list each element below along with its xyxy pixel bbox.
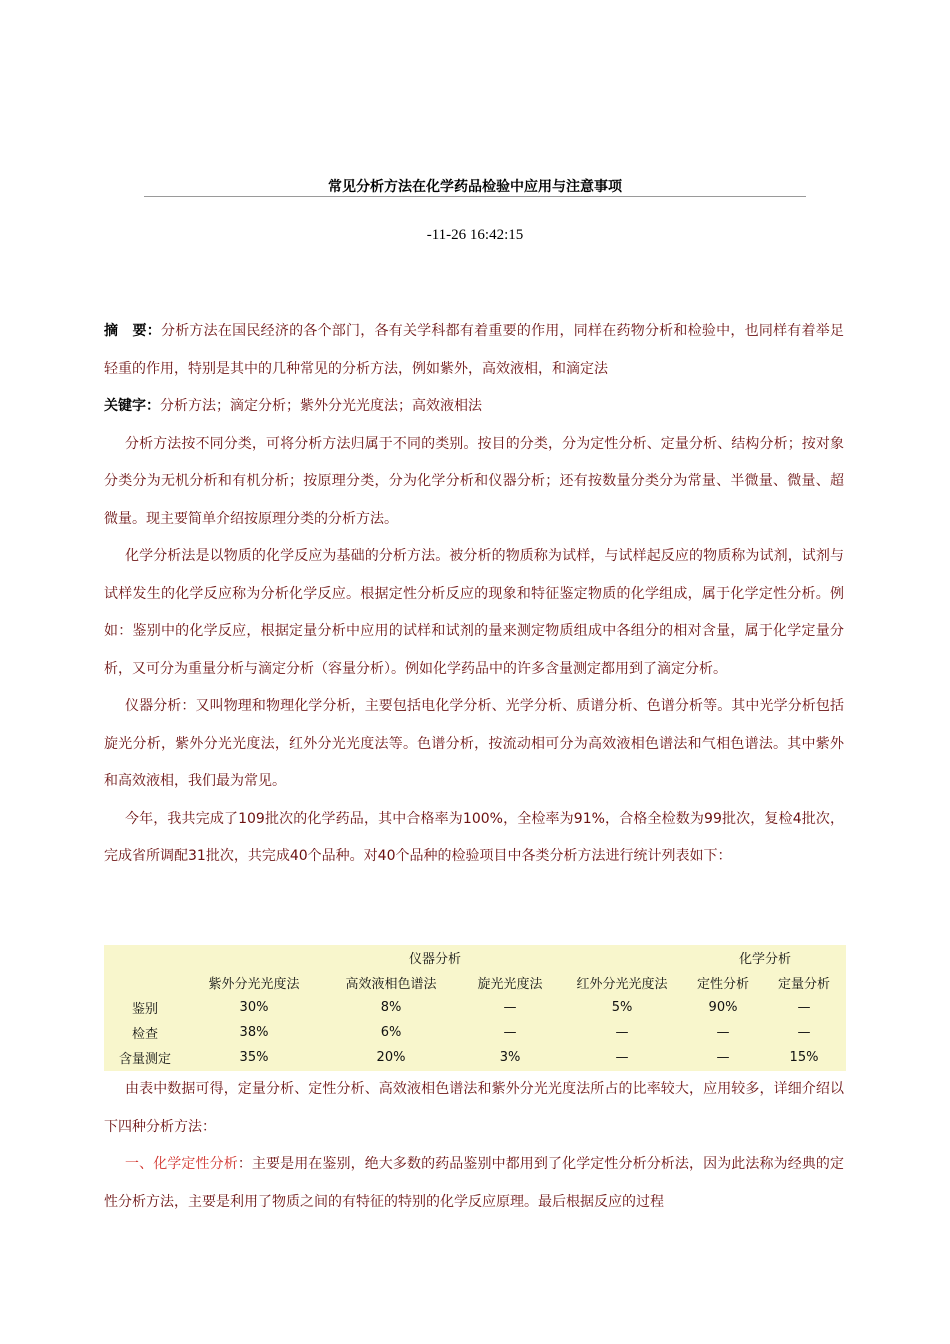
group-chemical: 化学分析	[738, 952, 791, 967]
column-header: 高效液相色谱法	[345, 977, 437, 992]
keywords-label: 关键字：	[104, 398, 160, 414]
table-column-header	[104, 970, 846, 995]
text-run: 今年，我共完成了	[125, 810, 239, 827]
text-run: ，合格全检数为	[604, 810, 705, 827]
table-cell: 35%	[239, 1050, 269, 1065]
article-body-continued	[104, 1071, 844, 1221]
paragraph-chemical-analysis: 化学分析法是以物质的化学反应为基础的分析方法。被分析的物质称为试样，与试样起反应的物质称为试剂，试剂与试样发生的化学反应称为分析化学反应。根据定性分析反应的现象和特征鉴定物质的化学组成，属于化学定性分析。例如：鉴别中的化学反应，根据定量分析中应用的试样和试剂的量来测定物质组成中各组分的相对含量，属于化学定量分析，又可分为重量分析与滴定分析（容量分析）。例如化学药品中的许多含量测定都用到了滴定分析。	[104, 548, 844, 677]
row-label: 含量测定	[118, 1052, 171, 1067]
section-text: ：主要是用在鉴别，绝大多数的药品鉴别中都用到了化学定性分析分析法，因为此法称为经典的定性分析方法，主要是利用了物质之间的有特征的特别的化学反应原理。最后根据反应的过程	[104, 1156, 845, 1210]
document-title: 常见分析方法在化学药品检验中应用与注意事项	[328, 179, 622, 195]
text-run: 批次，共完成	[205, 848, 290, 864]
table-cell: —	[797, 1000, 811, 1015]
abstract	[104, 313, 844, 388]
retest-count: 4	[792, 810, 802, 827]
table-cell: 6%	[380, 1025, 402, 1040]
group-instrumental: 仪器分析	[408, 952, 461, 967]
text-run: ，全检率为	[502, 810, 574, 827]
abstract-label: 摘 要：	[104, 323, 161, 339]
table-cell: 30%	[239, 1000, 269, 1015]
text-run: 个品种的检验项目中各类分析方法进行统计列表如下：	[395, 848, 732, 864]
title-divider	[144, 196, 806, 197]
table-corner	[104, 945, 186, 970]
column-header: 紫外分光光度法	[208, 977, 300, 992]
keywords-text: 分析方法；滴定分析；紫外分光光度法；高效液相法	[160, 398, 482, 414]
table-cell: —	[716, 1025, 730, 1040]
table-cell: 38%	[239, 1025, 269, 1040]
variety-count-2: 40	[377, 848, 396, 864]
paragraph-statistics	[104, 801, 844, 876]
table-row	[104, 1020, 846, 1045]
table-cell: —	[797, 1025, 811, 1040]
publish-date: -11-26 16:42:15	[426, 227, 524, 243]
text-run: 批次，复检	[721, 810, 793, 827]
table-cell: —	[503, 1025, 517, 1040]
table-cell: —	[716, 1050, 730, 1065]
table-cell: 8%	[380, 1000, 402, 1015]
table-row	[104, 1045, 846, 1070]
batch-count: 109	[238, 810, 265, 827]
table-group-header	[104, 945, 846, 970]
table-corner	[104, 970, 186, 995]
table-cell: —	[615, 1050, 629, 1065]
paragraph-qualitative	[104, 1146, 844, 1221]
text-run: 批次的化学药品，其中合格率为	[264, 810, 463, 827]
table-cell: 20%	[376, 1050, 406, 1065]
statistics-table	[104, 945, 846, 1071]
text-run: 个品种。对	[307, 848, 378, 864]
keywords	[104, 388, 844, 426]
paragraph-classification: 分析方法按不同分类，可将分析方法归属于不同的类别。按目的分类，分为定性分析、定量分析、结构分析；按对象分类分为无机分析和有机分析；按原理分类，分为化学分析和仪器分析；还有按数量分类分为常量、半微量、微量、超微量。现主要简单介绍按原理分类的分析方法。	[104, 435, 844, 527]
abstract-text: 分析方法在国民经济的各个部门，各有关学科都有着重要的作用，同样在药物分析和检验中，也同样有着举足轻重的作用，特别是其中的几种常见的分析方法，例如紫外，高效液相，和滴定法	[104, 323, 845, 377]
full-test-count: 99	[704, 810, 722, 827]
table-cell: 3%	[499, 1050, 521, 1065]
column-header: 红外分光光度法	[576, 977, 668, 992]
column-header: 定性分析	[696, 977, 749, 992]
pass-rate: 100%	[462, 810, 503, 827]
paragraph-instrumental-analysis: 仪器分析：又叫物理和物理化学分析，主要包括电化学分析、光学分析、质谱分析、色谱分析等。其中光学分析包括旋光分析，紫外分光光度法，红外分光光度法等。色谱分析，按流动相可分为高效液相色谱法和气相色谱法。其中紫外和高效液相，我们最为常见。	[104, 698, 844, 789]
text-run: 批次，完成省所调配	[104, 810, 845, 864]
article-body	[104, 313, 844, 876]
table-row	[104, 995, 846, 1020]
table-cell: —	[503, 1000, 517, 1015]
table-cell: —	[615, 1025, 629, 1040]
column-header: 定量分析	[777, 977, 830, 992]
row-label: 检查	[131, 1027, 158, 1042]
row-label: 鉴别	[131, 1002, 158, 1017]
allocated-count: 31	[188, 848, 206, 864]
full-test-rate: 91%	[573, 810, 605, 827]
table-cell: 5%	[611, 1000, 633, 1015]
variety-count: 40	[289, 848, 308, 864]
table-cell: 90%	[708, 1000, 738, 1015]
table-cell: 15%	[789, 1050, 819, 1065]
paragraph-table-summary: 由表中数据可得，定量分析、定性分析、高效液相色谱法和紫外分光光度法所占的比率较大，应用较多，详细介绍以下四种分析方法：	[104, 1081, 844, 1135]
column-header: 旋光光度法	[477, 977, 543, 992]
section-heading: 一、化学定性分析	[125, 1156, 238, 1172]
